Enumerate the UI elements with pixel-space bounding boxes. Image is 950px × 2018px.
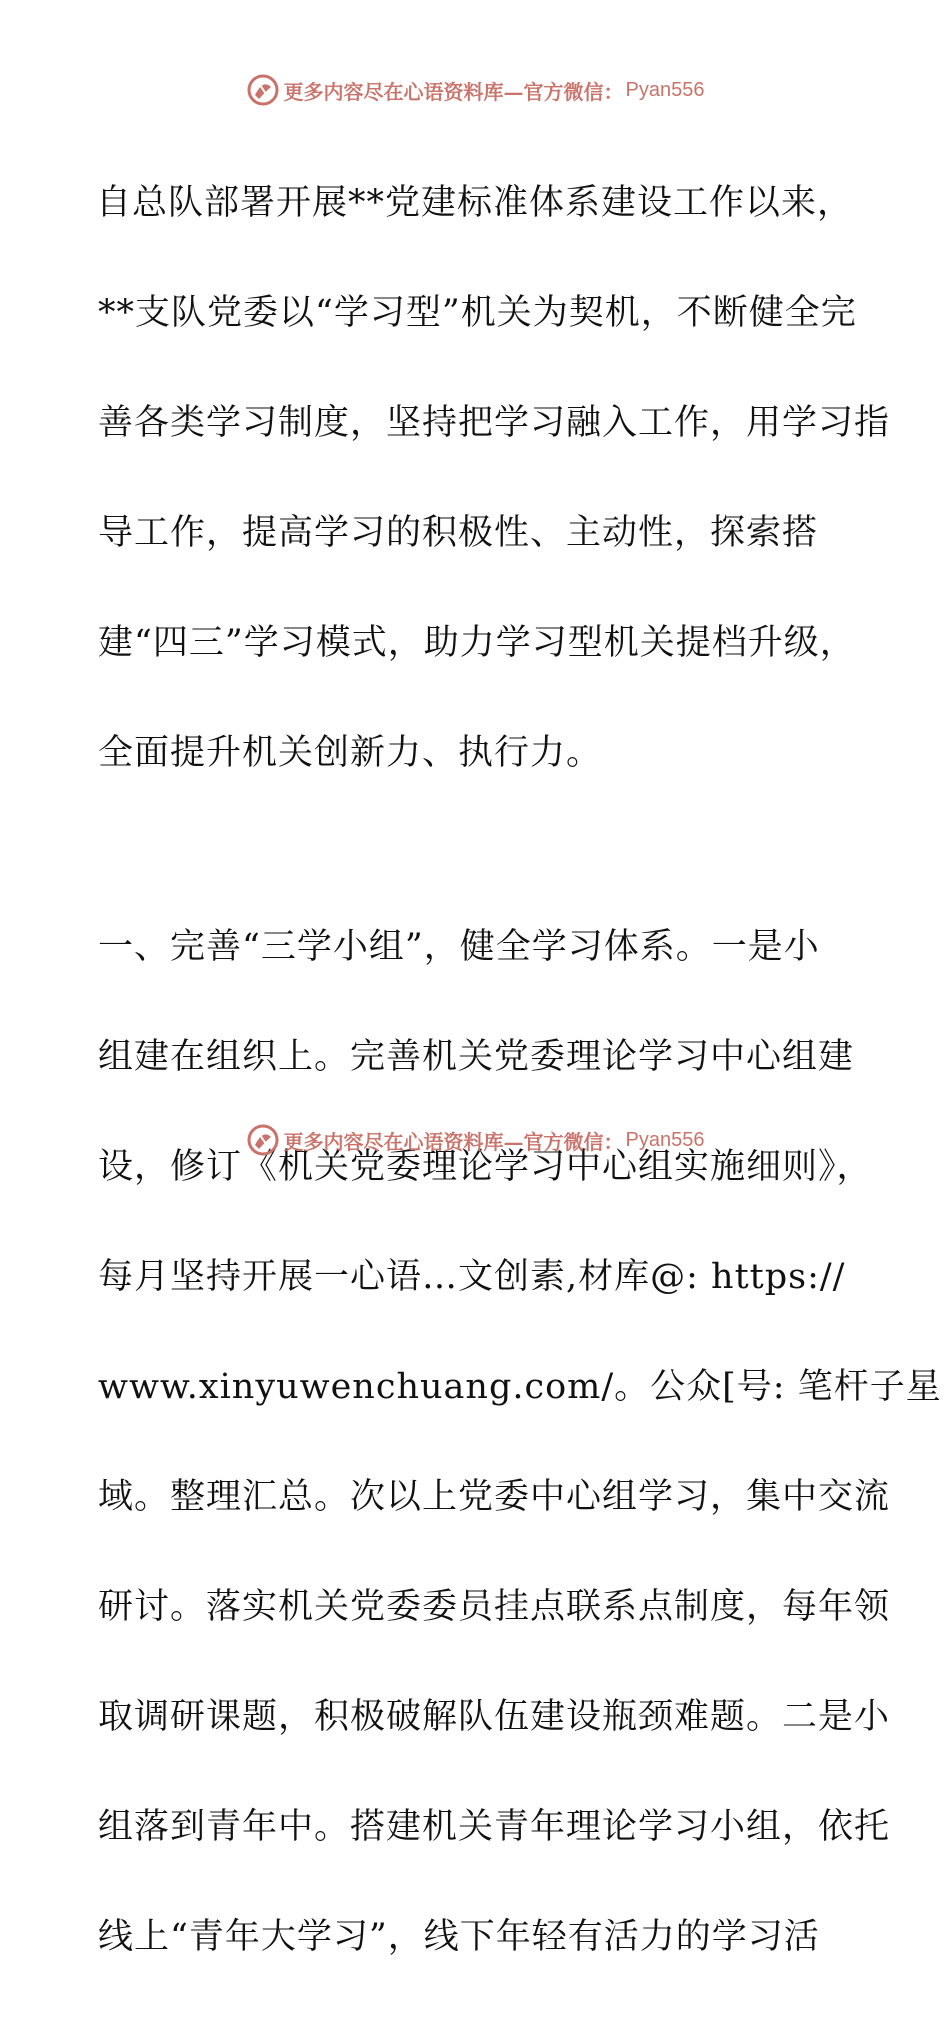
text-line: 线上“青年大学习”，线下年轻有活力的学习活: [98, 1917, 820, 1957]
text-line: 建“四三”学习模式，助力学习型机关提档升级，: [98, 623, 856, 663]
text-line: www.xinyuwenchuang.com/。公众[号: 笔杆子星: [98, 1367, 942, 1407]
watermark-wechat-id: Pyan556: [625, 78, 705, 101]
text-line: 每月坚持开展一心语…文创素,材库@: https://: [98, 1257, 846, 1297]
text-line: 取调研课题，积极破解队伍建设瓶颈难题。二是小: [98, 1697, 891, 1737]
text-line: 研讨。落实机关党委委员挂点联系点制度，每年领: [98, 1587, 891, 1627]
text-line: 设，修订《机关党委理论学习中心组实施细则》，: [98, 1147, 873, 1187]
text-line: 组建在组织上。完善机关党委理论学习中心组建: [98, 1037, 855, 1077]
text-line: **支队党委以“学习型”机关为契机，不断健全完: [98, 293, 857, 333]
text-line: 善各类学习制度，坚持把学习融入工作，用学习指: [98, 403, 891, 443]
watermark-text: 更多内容尽在心语资料库—官方微信：: [283, 1129, 624, 1154]
text-line: 自总队部署开展**党建标准体系建设工作以来，: [96, 183, 854, 223]
text-line: 导工作，提高学习的积极性、主动性，探索搭: [98, 513, 819, 553]
ribbon-logo-icon: [246, 1123, 280, 1157]
text-line: 组落到青年中。搭建机关青年理论学习小组，依托: [98, 1807, 891, 1847]
ribbon-logo-icon: [246, 73, 280, 107]
watermark-text: 更多内容尽在心语资料库—官方微信：: [283, 79, 624, 104]
paragraph-intro: [96, 122, 891, 834]
paragraph-section-one: [98, 866, 942, 2018]
header-watermark: [0, 70, 950, 110]
document-body: [96, 122, 942, 2018]
footer-watermark: [0, 1120, 950, 1160]
text-line: 一、完善“三学小组”，健全学习体系。一是小: [98, 927, 820, 967]
text-line: 域。整理汇总。次以上党委中心组学习，集中交流: [98, 1477, 891, 1517]
text-line: 全面提升机关创新力、执行力。: [98, 733, 603, 773]
watermark-wechat-id: Pyan556: [625, 1128, 705, 1151]
